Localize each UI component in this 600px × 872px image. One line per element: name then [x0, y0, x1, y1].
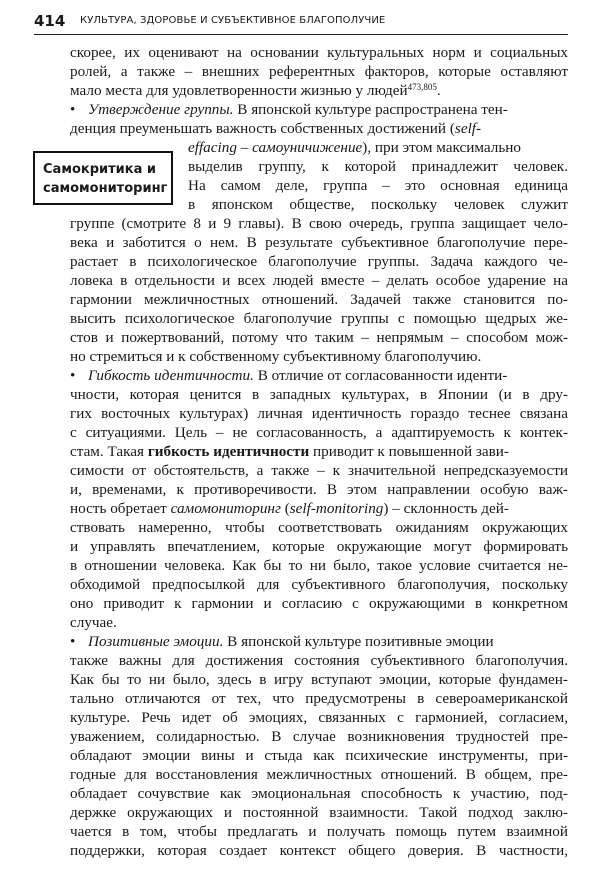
text-line: тально отличаются от тех, что предусмотрены в североамериканской: [70, 690, 568, 707]
text-line: ролей, а также – внешних референтных факторов, которые оставляют: [70, 63, 568, 80]
text-line: с ситуациями. Цель – не согласованность, а адаптируемость к контек-: [70, 424, 568, 441]
bullet-dot: •: [70, 101, 76, 118]
margin-note-line2: самомониторинг: [43, 181, 168, 196]
page-number: 414: [34, 12, 66, 30]
bullet-term: Позитивные эмоции.: [88, 633, 224, 650]
text-line: обладают эмоции вины и стыда как психические инструменты, при-: [70, 747, 568, 764]
page-header: [34, 10, 568, 35]
text-run: ), при этом максимально: [362, 139, 521, 156]
text-line: высить психологическое благополучие группы с помощью щедрых же-: [70, 310, 568, 327]
text-line: скорее, их оценивают на основании культуральных норм и социальных: [70, 44, 568, 61]
text-line: [188, 139, 521, 156]
text-line: стов и пожертвований, потому что таким – непрямым – способом мож-: [70, 329, 568, 346]
text-line: растает в психологическое благополучие группы. Задача каждого че-: [70, 253, 568, 270]
bullet-term: Утверждение группы.: [88, 101, 234, 118]
text-line: случае.: [70, 614, 117, 631]
text-line: обходимой предпосылкой для субъективного благополучия, поскольку: [70, 576, 568, 593]
text-line: но стремиться и к собственному субъективному благополучию.: [70, 348, 482, 365]
bullet-dot: •: [70, 633, 76, 650]
text-run: мало места для удовлетворенности жизнью у людей: [70, 82, 408, 99]
citation-superscript: 473,805: [407, 82, 437, 92]
text-line: чается в том, чтобы предлагать и получать помощь путем взаимной: [70, 823, 568, 840]
text-line: На самом деле, группа – это основная единица: [188, 177, 568, 194]
text-line: чности, которая ценится в западных культурах, в Японии (и в дру-: [70, 386, 568, 403]
text-line: держке окружающих и постоянной взаимности. Такой подход заклю-: [70, 804, 568, 821]
text-line: века и заботится о нем. В результате субъективное благополучие пере-: [70, 234, 568, 251]
bullet-term: Гибкость идентичности.: [88, 367, 254, 384]
text-line: в японском обществе, поскольку человек служит: [188, 196, 568, 213]
margin-note-line1: Самокритика и: [43, 162, 156, 177]
text-line: выделив группу, к которой принадлежит человек.: [188, 158, 568, 175]
text-run: В отличие от согласованности иденти-: [253, 367, 508, 384]
text-line: оно приводит к гармонии и согласию с окружающими в конкретном: [70, 595, 568, 612]
text-line: гармонии межличностных отношений. Задачей также становится по-: [70, 291, 568, 308]
text-line: поддержки, которая создает контекст общего доверия. В частности,: [70, 842, 568, 859]
bullet-heading-line: [70, 633, 494, 650]
text-line: гих восточных культурах) личная идентичность гораздо теснее связана: [70, 405, 568, 422]
text-run: В японской культуре позитивные эмоции: [223, 633, 494, 650]
text-line: в отношении человека. Как бы то ни было, такое условие считается не-: [70, 557, 568, 574]
text-line: [70, 443, 509, 460]
text-line: симости от обстоятельств, а также – к значительной непредсказуемости: [70, 462, 568, 479]
text-line: ловека в отдельности и всех людей вместе – делать особое ударение на: [70, 272, 568, 289]
text-run-italic: self-: [454, 120, 482, 137]
text-run-italic: self-monitoring: [289, 500, 384, 517]
text-line: [70, 500, 509, 517]
text-run: В японской культуре распространена тен-: [233, 101, 508, 118]
text-run: .: [436, 82, 441, 99]
running-title: КУЛЬТУРА, ЗДОРОВЬЕ И СУБЪЕКТИВНОЕ БЛАГОПОЛУЧИЕ: [80, 15, 386, 26]
text-run: денция преуменьшать важность собственных достижений (: [70, 120, 455, 137]
text-line: также важны для достижения состояния субъективного благополучия.: [70, 652, 568, 669]
text-line: ствовать намеренно, чтобы соответствовать ожиданиям окружающих: [70, 519, 568, 536]
text-line: Как бы то ни было, здесь в игру вступают эмоции, которые фундамен-: [70, 671, 568, 688]
text-run: ность обретает: [70, 500, 171, 517]
bullet-dot: •: [70, 367, 76, 384]
text-run: стам. Такая: [70, 443, 148, 460]
margin-note-box: [33, 151, 173, 205]
text-line: и, временами, к противоречивости. В этом направлении особую важ-: [70, 481, 568, 498]
text-run: приводит к повышенной зави-: [309, 443, 509, 460]
bullet-heading-line: [70, 101, 568, 118]
text-line: группе (смотрите 8 и 9 главы). В свою очередь, группа защищает чело-: [70, 215, 568, 232]
text-line: годные для восстановления межличностных отношений. В общем, пре-: [70, 766, 568, 783]
text-run: ) – склонность дей-: [383, 500, 509, 517]
text-line: [70, 82, 441, 99]
text-line: и управлять впечатлением, которые окружающие могут формировать: [70, 538, 568, 555]
text-run-italic: самомониторинг: [170, 500, 281, 517]
bullet-heading-line: [70, 367, 507, 384]
text-run-italic: effacing – самоуничижение: [188, 139, 363, 156]
text-line: уважением, солидарностью. В случае возникновения трудностей пре-: [70, 728, 568, 745]
text-line: обладает сочувствие как эмоциональная способность к участию, под-: [70, 785, 568, 802]
text-line: [70, 120, 481, 137]
text-run-bold: гибкость идентичности: [147, 443, 310, 460]
text-run: (: [280, 500, 290, 517]
text-line: культуре. Речь идет об эмоциях, связанных с гармонией, согласием,: [70, 709, 568, 726]
